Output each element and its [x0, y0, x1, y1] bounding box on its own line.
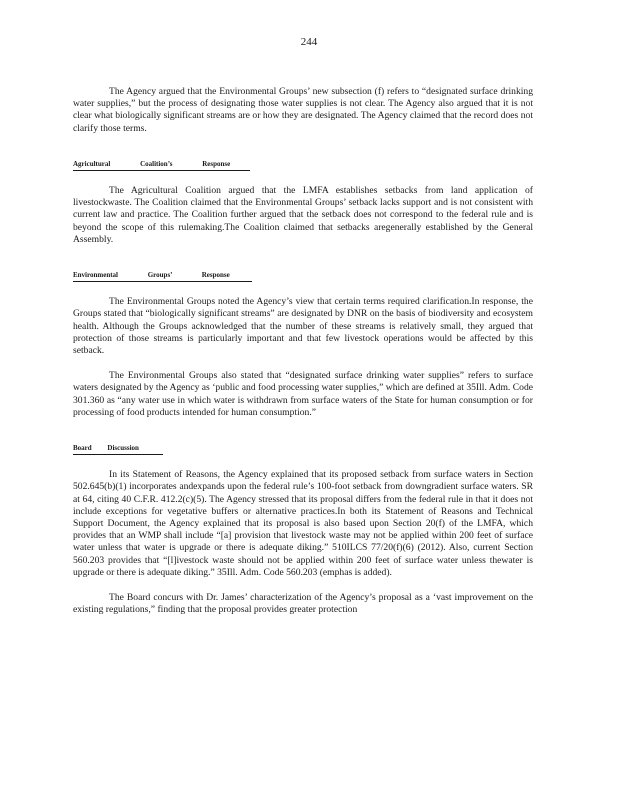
- paragraph-board-discussion-1: In its Statement of Reasons, the Agency explained that its proposed setback from surface waters in Section 502.645(b)(1) incorporates andexpands upon the federal rule’s 100-foot setback from downgradient surface waters. SR at 64, citing 40 C.F.R. 412.2(c)(5). The Agency stressed that its proposal differs from the federal rule in that it does not include exceptions for vegetative buffers or alternative practices.In both its Statement of Reasons and Technical Support Document, the Agency explained that its proposal is also based upon Section 20(f) of the LMFA, which provides that an WMP shall include “[a] provision that livestock waste may not be applied within 200 feet of surface water unless that water is upgrade or there is adequate diking.” 510ILCS 77/20(f)(6) (2012). Also, current Section 560.203 provides that “[l]ivestock waste should not be applied within 200 feet of surface water unless thewater is upgrade or there is adequate diking.” 35Ill. Adm. Code 560.203 (emphas is added).: [73, 469, 533, 578]
- document-body: [73, 86, 533, 630]
- paragraph-board-discussion-2: The Board concurs with Dr. James’ characterization of the Agency’s proposal as a ‘vast improvement on the existing regulations,” finding that the proposal provides greater protection: [73, 592, 533, 616]
- paragraph-groups-response-2: The Environmental Groups also stated that “designated surface drinking water supplies” refers to surface waters designated by the Agency as ‘public and food processing water supplies,” which are defined at 35Ill. Adm. Code 301.360 as “any water use in which water is withdrawn from surface waters of the State for human consumption or for processing of food products intended for human consumption.”: [73, 370, 533, 418]
- page-number: 244: [300, 36, 318, 48]
- paragraph-coalition-response: The Agricultural Coalition argued that the LMFA establishes setbacks from land application of livestockwaste. The Coalition claimed that the Environmental Groups’ setback lacks support and is not consistent with current law and practice. The Coalition further argued that the setback does not correspond to the federal rule and is beyond the scope of this rulemaking.The Coalition claimed that setbacks aregenerally established by the General Assembly.: [73, 185, 533, 245]
- paragraph-groups-response-1: The Environmental Groups noted the Agency’s view that certain terms required clarification.In response, the Groups stated that “biologically significant streams” are designated by DNR on the basis of biodiversity and ecosystem health. Although the Groups acknowledged that the number of these streams is relatively small, they argued that protection of those streams is particularly important and that few livestock operations would be affected by this setback.: [73, 296, 533, 357]
- paragraph-agency-argument: The Agency argued that the Environmental Groups’ new subsection (f) refers to “designated surface drinking water supplies,” but the process of designating those water supplies is not clear. The Agency also argued that it is not clear what biologically significant streams are or how they are designated. The Agency claimed that the record does not clarify those terms.: [73, 86, 533, 134]
- section-heading-agricultural-coalition: Agricultural Coalition’s Response: [73, 158, 250, 171]
- section-heading-board-discussion: Board Discussion: [73, 442, 163, 455]
- section-heading-environmental-groups: Environmental Groups’ Response: [73, 269, 252, 282]
